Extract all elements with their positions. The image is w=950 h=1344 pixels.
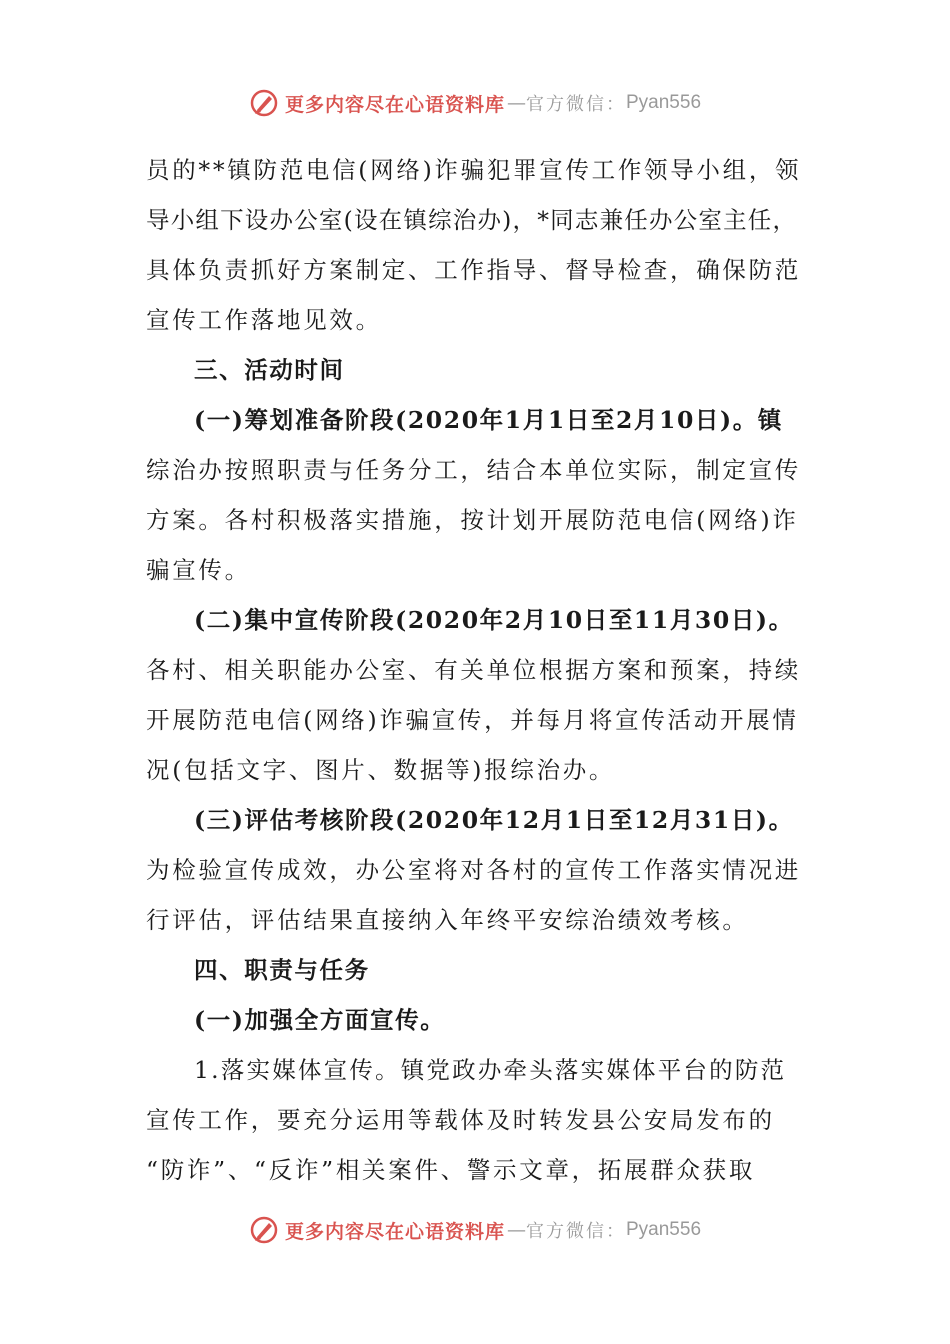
watermark-wechat-id: Pyan556 [626, 92, 702, 113]
watermark-dash: — [507, 1219, 524, 1241]
watermark-site-name: 更多内容尽在心语资料库 [284, 1220, 505, 1243]
pen-logo-icon [249, 88, 279, 118]
body-line: 1.落实媒体宣传。镇党政办牵头落实媒体平台的防范 [194, 1056, 787, 1084]
body-line: 为检验宣传成效，办公室将对各村的宣传工作落实情况进 [146, 856, 801, 884]
watermark-dash: — [507, 92, 524, 114]
watermark-footer [0, 1210, 950, 1250]
watermark-wechat-label: 官方微信： [526, 94, 626, 115]
body-line: 开展防范电信(网络)诈骗宣传，并每月将宣传活动开展情 [146, 706, 799, 734]
watermark-wechat-label: 官方微信： [526, 1221, 626, 1242]
section-heading: 三、活动时间 [194, 356, 345, 384]
subsection-heading: (一)筹划准备阶段(2020年1月1日至2月10日)。镇 [194, 406, 783, 434]
body-line: 具体负责抓好方案制定、工作指导、督导检查，确保防范 [146, 256, 801, 284]
body-line: 况(包括文字、图片、数据等)报综治办。 [146, 756, 616, 784]
body-line: “防诈”、“反诈”相关案件、警示文章，拓展群众获取 [146, 1156, 756, 1184]
subsection-heading: (一)加强全方面宣传。 [194, 1006, 446, 1034]
watermark-header [0, 83, 950, 123]
body-line: 宣传工作落地见效。 [146, 306, 382, 334]
watermark-site-name: 更多内容尽在心语资料库 [284, 93, 505, 116]
body-line: 导小组下设办公室(设在镇综治办)，*同志兼任办公室主任， [146, 206, 798, 234]
document-body [146, 145, 806, 1195]
body-line: 行评估，评估结果直接纳入年终平安综治绩效考核。 [146, 906, 749, 934]
watermark-wechat-id: Pyan556 [626, 1219, 702, 1240]
subsection-heading: (二)集中宣传阶段(2020年2月10日至11月30日)。 [194, 606, 794, 634]
body-line: 员的**镇防范电信(网络)诈骗犯罪宣传工作领导小组，领 [146, 156, 802, 184]
body-line: 综治办按照职责与任务分工，结合本单位实际，制定宣传 [146, 456, 801, 484]
body-line: 宣传工作，要充分运用等载体及时转发县公安局发布的 [146, 1106, 775, 1134]
body-line: 方案。各村积极落实措施，按计划开展防范电信(网络)诈 [146, 506, 799, 534]
section-heading: 四、职责与任务 [194, 956, 370, 984]
body-line: 各村、相关职能办公室、有关单位根据方案和预案，持续 [146, 656, 801, 684]
body-line: 骗宣传。 [146, 556, 251, 584]
subsection-heading: (三)评估考核阶段(2020年12月1日至12月31日)。 [194, 806, 794, 834]
pen-logo-icon [249, 1215, 279, 1245]
